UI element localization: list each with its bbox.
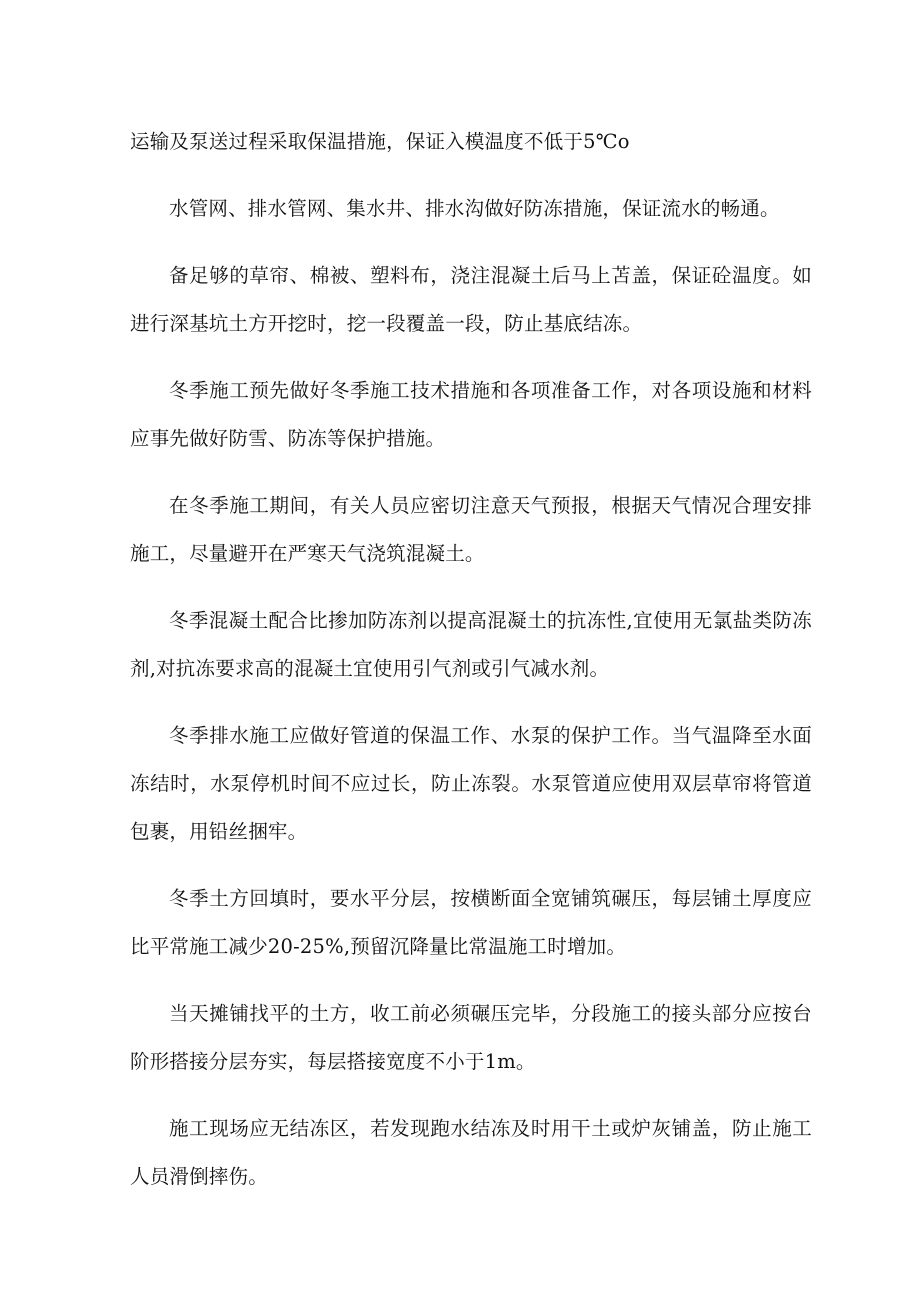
paragraph-5: 在冬季施工期间，有关人员应密切注意天气预报，根据天气情况合理安排施工，尽量避开在严寒天气浇筑混凝土。 [130, 494, 812, 565]
paragraph-2: 水管网、排水管网、集水井、排水沟做好防冻措施，保证流水的畅通。 [169, 197, 780, 220]
paragraph-9: 当天摊铺找平的土方，收工前必须碾压完毕，分段施工的接头部分应按台阶形搭接分层夯实，每层搭接宽度不小于1m。 [130, 1002, 812, 1073]
paragraph-4: 冬季施工预先做好冬季施工技术措施和各项准备工作，对各项设施和材料应事先做好防雪、防冻等保护措施。 [130, 379, 812, 450]
paragraph-3: 备足够的草帘、棉被、塑料布，浇注混凝土后马上苫盖，保证砼温度。如进行深基坑土方开挖时，挖一段覆盖一段，防止基底结冻。 [130, 264, 812, 335]
paragraph-1: 运输及泵送过程采取保温措施，保证入模温度不低于5℃o [130, 130, 630, 153]
paragraph-10: 施工现场应无结冻区，若发现跑水结冻及时用干土或炉灰铺盖，防止施工人员滑倒摔伤。 [130, 1117, 812, 1188]
paragraph-7: 冬季排水施工应做好管道的保温工作、水泵的保护工作。当气温降至水面冻结时，水泵停机时间不应过长，防止冻裂。水泵管道应使用双层草帘将管道包裹，用铅丝捆牢。 [130, 724, 812, 843]
paragraph-6: 冬季混凝土配合比掺加防冻剂以提高混凝土的抗冻性,宜使用无氯盐类防冻剂,对抗冻要求高的混凝土宜使用引气剂或引气减水剂。 [130, 609, 812, 680]
paragraph-8: 冬季土方回填时，要水平分层，按横断面全宽铺筑碾压，每层铺土厚度应比平常施工减少20-25%,预留沉降量比常温施工时增加。 [130, 887, 812, 958]
document-body [130, 118, 812, 1220]
